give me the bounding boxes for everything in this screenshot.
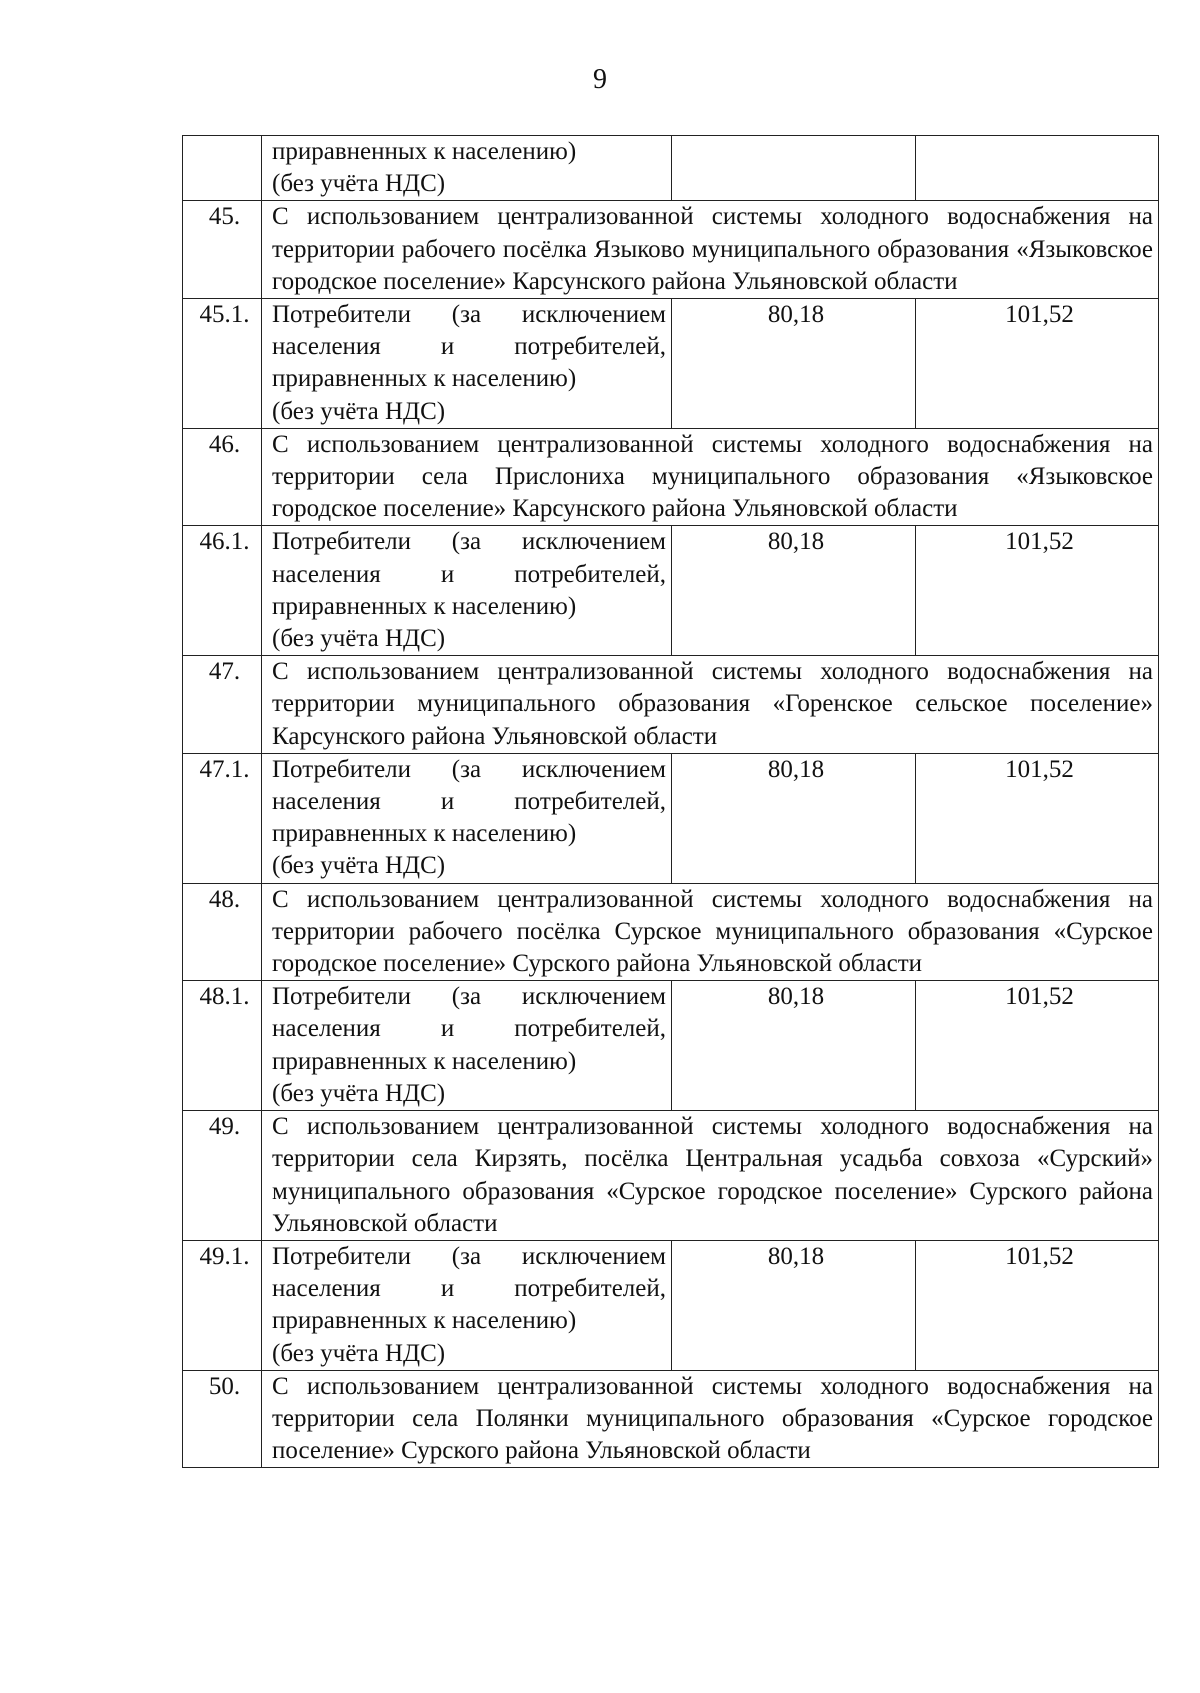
section-row — [183, 1370, 1159, 1468]
section-description: С использованием централизованной системы холодного водоснабжения на территории села Полянки муниципального образования «Сурское городское поселение» Сурского района Ульяновской области — [262, 1370, 1159, 1468]
page-number: 9 — [593, 64, 607, 95]
consumer-line: приравненных к населению) — [272, 820, 577, 848]
consumer-cell — [262, 526, 672, 656]
tariff-value-1: 80,18 — [672, 1240, 916, 1370]
row-number: 48.1. — [183, 981, 262, 1111]
tariff-value-2: 101,52 — [916, 1240, 1159, 1370]
section-row — [183, 428, 1159, 526]
consumer-line: приравненных к населению) — [272, 592, 577, 620]
consumer-line: (без учёта НДС) — [272, 1079, 446, 1107]
consumer-line: (без учёта НДС) — [272, 1339, 446, 1367]
tariff-value-2: 101,52 — [916, 299, 1159, 429]
row-number: 47.1. — [183, 753, 262, 883]
consumer-cell — [262, 753, 672, 883]
table-row — [183, 136, 1159, 201]
section-row — [183, 1111, 1159, 1241]
section-description: С использованием централизованной системы холодного водоснабжения на территории муниципального образования «Горенское сельское поселение» Карсунского района Ульяновской области — [262, 656, 1159, 754]
consumer-line: Потребители (за исключением — [272, 983, 666, 1011]
consumer-line: приравненных к населению) — [272, 1047, 577, 1075]
section-description: С использованием централизованной системы холодного водоснабжения на территории села Прислониха муниципального образования «Языковское городское поселение» Карсунского района Ульяновской области — [262, 428, 1159, 526]
tariff-value-2: 101,52 — [916, 981, 1159, 1111]
consumer-cell — [262, 299, 672, 429]
consumer-continuation — [262, 136, 672, 201]
row-number: 49. — [183, 1111, 262, 1241]
row-number: 49.1. — [183, 1240, 262, 1370]
consumer-line: приравненных к населению) — [272, 138, 577, 165]
section-row — [183, 883, 1159, 981]
consumer-line: (без учёта НДС) — [272, 397, 446, 425]
consumer-line: приравненных к населению) — [272, 1307, 577, 1335]
value-cell — [916, 136, 1159, 201]
section-description: С использованием централизованной системы холодного водоснабжения на территории рабочего посёлка Языково муниципального образования «Языковское городское поселение» Карсунского района Ульяновской области — [262, 201, 1159, 299]
row-number: 46. — [183, 428, 262, 526]
consumer-line: Потребители (за исключением — [272, 528, 666, 556]
consumer-line: населения и потребителей, — [272, 1275, 666, 1303]
consumer-line: (без учёта НДС) — [272, 852, 446, 880]
row-number: 47. — [183, 656, 262, 754]
consumer-cell — [262, 1240, 672, 1370]
consumer-line: (без учёта НДС) — [272, 170, 446, 198]
row-number — [183, 136, 262, 201]
row-number: 48. — [183, 883, 262, 981]
section-description: С использованием централизованной системы холодного водоснабжения на территории села Кирзять, посёлка Центральная усадьба совхоза «Сурский» муниципального образования «Сурское городское поселение» Сурского района Ульяновской области — [262, 1111, 1159, 1241]
section-row — [183, 656, 1159, 754]
row-number: 45. — [183, 201, 262, 299]
consumer-line: населения и потребителей, — [272, 560, 666, 588]
consumer-line: населения и потребителей, — [272, 1015, 666, 1043]
row-number: 50. — [183, 1370, 262, 1468]
section-description: С использованием централизованной системы холодного водоснабжения на территории рабочего посёлка Сурское муниципального образования «Сурское городское поселение» Сурского района Ульяновской области — [262, 883, 1159, 981]
table-row — [183, 526, 1159, 656]
tariff-value-1: 80,18 — [672, 753, 916, 883]
tariff-value-2: 101,52 — [916, 526, 1159, 656]
section-row — [183, 201, 1159, 299]
table-row — [183, 299, 1159, 429]
tariff-table — [182, 135, 1159, 1468]
consumer-line: населения и потребителей, — [272, 333, 666, 361]
table-row — [183, 981, 1159, 1111]
row-number: 45.1. — [183, 299, 262, 429]
table-row — [183, 753, 1159, 883]
consumer-line: Потребители (за исключением — [272, 1242, 666, 1270]
tariff-value-2: 101,52 — [916, 753, 1159, 883]
row-number: 46.1. — [183, 526, 262, 656]
tariff-value-1: 80,18 — [672, 299, 916, 429]
tariff-value-1: 80,18 — [672, 981, 916, 1111]
consumer-line: Потребители (за исключением — [272, 755, 666, 783]
consumer-line: населения и потребителей, — [272, 788, 666, 816]
consumer-line: Потребители (за исключением — [272, 301, 666, 329]
table-row — [183, 1240, 1159, 1370]
tariff-value-1: 80,18 — [672, 526, 916, 656]
consumer-line: (без учёта НДС) — [272, 625, 446, 653]
consumer-cell — [262, 981, 672, 1111]
consumer-line: приравненных к населению) — [272, 365, 577, 393]
value-cell — [672, 136, 916, 201]
